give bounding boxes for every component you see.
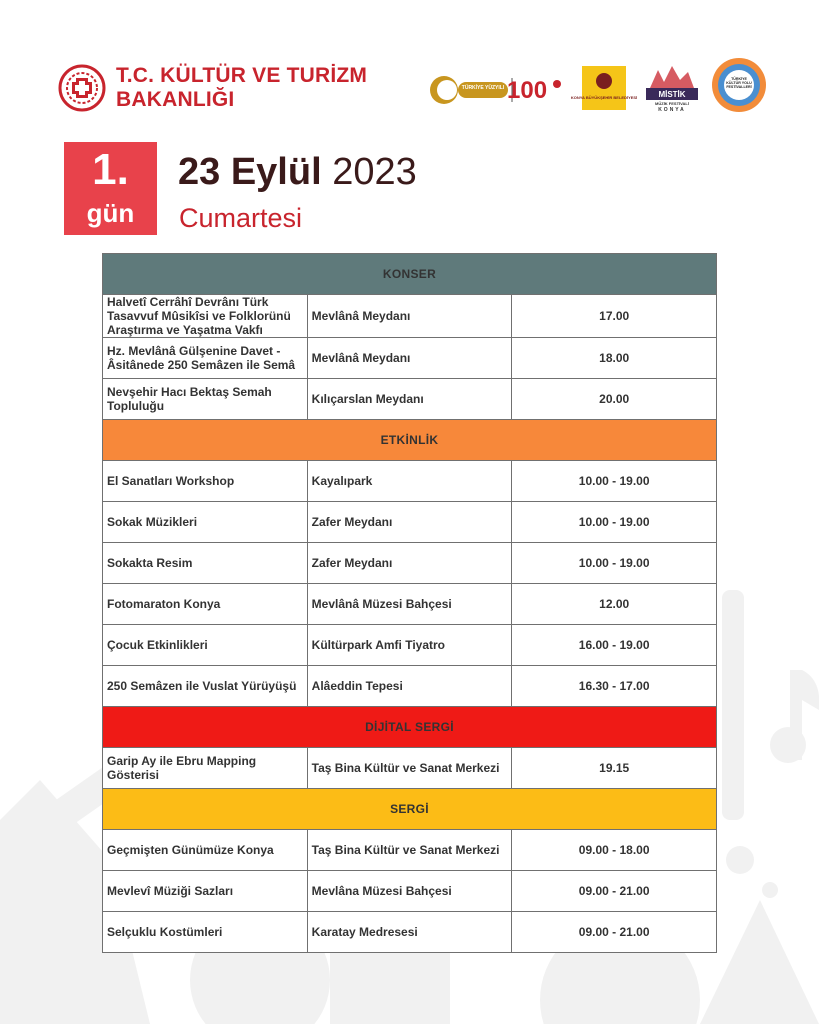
ministry-name-line2: BAKANLIĞI: [116, 88, 235, 111]
section-title: DİJİTAL SERGİ: [103, 707, 717, 748]
date-day-month: 23 Eylül: [178, 151, 322, 193]
table-row: [103, 461, 717, 502]
ministry-name-line1: T.C. KÜLTÜR VE TURİZM: [116, 64, 368, 87]
table-row: [103, 502, 717, 543]
event-name: Hz. Mevlânâ Gülşenine Davet - Âsitânede 250 Semâzen ile Semâ: [103, 338, 308, 379]
event-time: 18.00: [512, 338, 717, 379]
event-time: 09.00 - 21.00: [512, 871, 717, 912]
event-name: El Sanatları Workshop: [103, 461, 308, 502]
event-name: Fotomaraton Konya: [103, 584, 308, 625]
table-row: [103, 295, 717, 338]
event-venue: Zafer Meydanı: [307, 543, 512, 584]
festival-text: TÜRKİYE KÜLTÜR YOLU FESTİVALLERİ: [726, 77, 752, 89]
event-venue: Kayalıpark: [307, 461, 512, 502]
event-time: 12.00: [512, 584, 717, 625]
event-time: 09.00 - 18.00: [512, 830, 717, 871]
date-year: 2023: [332, 151, 417, 193]
day-number: 1.: [92, 145, 129, 194]
event-time: 19.15: [512, 748, 717, 789]
mistik-festival-logo: [644, 62, 700, 112]
kultur-yolu-festival-logo: [710, 56, 768, 114]
event-venue: Mevlâna Müzesi Bahçesi: [307, 871, 512, 912]
anniversary-text: 100: [507, 77, 548, 104]
table-row: [103, 871, 717, 912]
event-time: 17.00: [512, 295, 717, 338]
table-row: [103, 830, 717, 871]
event-name: Garip Ay ile Ebru Mapping Gösterisi: [103, 748, 308, 789]
event-venue: Zafer Meydanı: [307, 502, 512, 543]
date-title: [178, 150, 417, 194]
ministry-emblem-icon: [58, 64, 106, 112]
event-time: 10.00 - 19.00: [512, 543, 717, 584]
turkiye-yuzyili-text: TÜRKİYE YÜZYILI: [461, 85, 505, 91]
event-venue: Kültürpark Amfi Tiyatro: [307, 625, 512, 666]
event-time: 10.00 - 19.00: [512, 502, 717, 543]
event-name: Sokakta Resim: [103, 543, 308, 584]
table-row: [103, 584, 717, 625]
section-header-konser: [103, 254, 717, 295]
ministry-name: [116, 64, 416, 112]
konya-municipality-logo: [570, 66, 638, 110]
anniversary-100-logo: [505, 70, 565, 110]
table-row: [103, 748, 717, 789]
event-time: 16.30 - 17.00: [512, 666, 717, 707]
event-venue: Karatay Medresesi: [307, 912, 512, 953]
weekday: Cumartesi: [179, 203, 303, 233]
konya-text: KONYA BÜYÜKŞEHİR BELEDİYESİ: [570, 95, 638, 100]
event-time: 20.00: [512, 379, 717, 420]
schedule-table: [102, 253, 717, 953]
mistik-city-text: KONYA: [658, 107, 686, 113]
event-venue: Kılıçarslan Meydanı: [307, 379, 512, 420]
event-name: Sokak Müzikleri: [103, 502, 308, 543]
table-row: [103, 912, 717, 953]
event-name: 250 Semâzen ile Vuslat Yürüyüşü: [103, 666, 308, 707]
section-title: SERGİ: [103, 789, 717, 830]
event-time: 10.00 - 19.00: [512, 461, 717, 502]
event-venue: Alâeddin Tepesi: [307, 666, 512, 707]
day-badge: [64, 142, 157, 235]
event-name: Nevşehir Hacı Bektaş Semah Topluluğu: [103, 379, 308, 420]
event-venue: Mevlânâ Meydanı: [307, 295, 512, 338]
section-header-dijital-sergi: [103, 707, 717, 748]
turkiye-yuzyili-logo: [426, 70, 516, 110]
section-header-sergi: [103, 789, 717, 830]
mistik-text: MİSTİK: [658, 90, 686, 99]
event-name: Mevlevî Müziği Sazları: [103, 871, 308, 912]
header: [58, 62, 778, 120]
table-row: [103, 666, 717, 707]
mistik-sub-text: MÜZİK FESTİVALİ: [655, 101, 689, 106]
event-name: Halvetî Cerrâhî Devrânı Türk Tasavvuf Mûsikîsi ve Folklorünü Araştırma ve Yaşatma Vakfı: [103, 295, 308, 338]
event-venue: Taş Bina Kültür ve Sanat Merkezi: [307, 830, 512, 871]
table-row: [103, 379, 717, 420]
section-header-etkinlik: [103, 420, 717, 461]
event-name: Geçmişten Günümüze Konya: [103, 830, 308, 871]
event-venue: Mevlânâ Müzesi Bahçesi: [307, 584, 512, 625]
event-venue: Taş Bina Kültür ve Sanat Merkezi: [307, 748, 512, 789]
table-row: [103, 543, 717, 584]
event-name: Çocuk Etkinlikleri: [103, 625, 308, 666]
table-row: [103, 625, 717, 666]
table-row: [103, 338, 717, 379]
day-word: gün: [86, 198, 135, 228]
event-time: 16.00 - 19.00: [512, 625, 717, 666]
event-venue: Mevlânâ Meydanı: [307, 338, 512, 379]
section-title: KONSER: [103, 254, 717, 295]
section-title: ETKİNLİK: [103, 420, 717, 461]
event-name: Selçuklu Kostümleri: [103, 912, 308, 953]
event-time: 09.00 - 21.00: [512, 912, 717, 953]
